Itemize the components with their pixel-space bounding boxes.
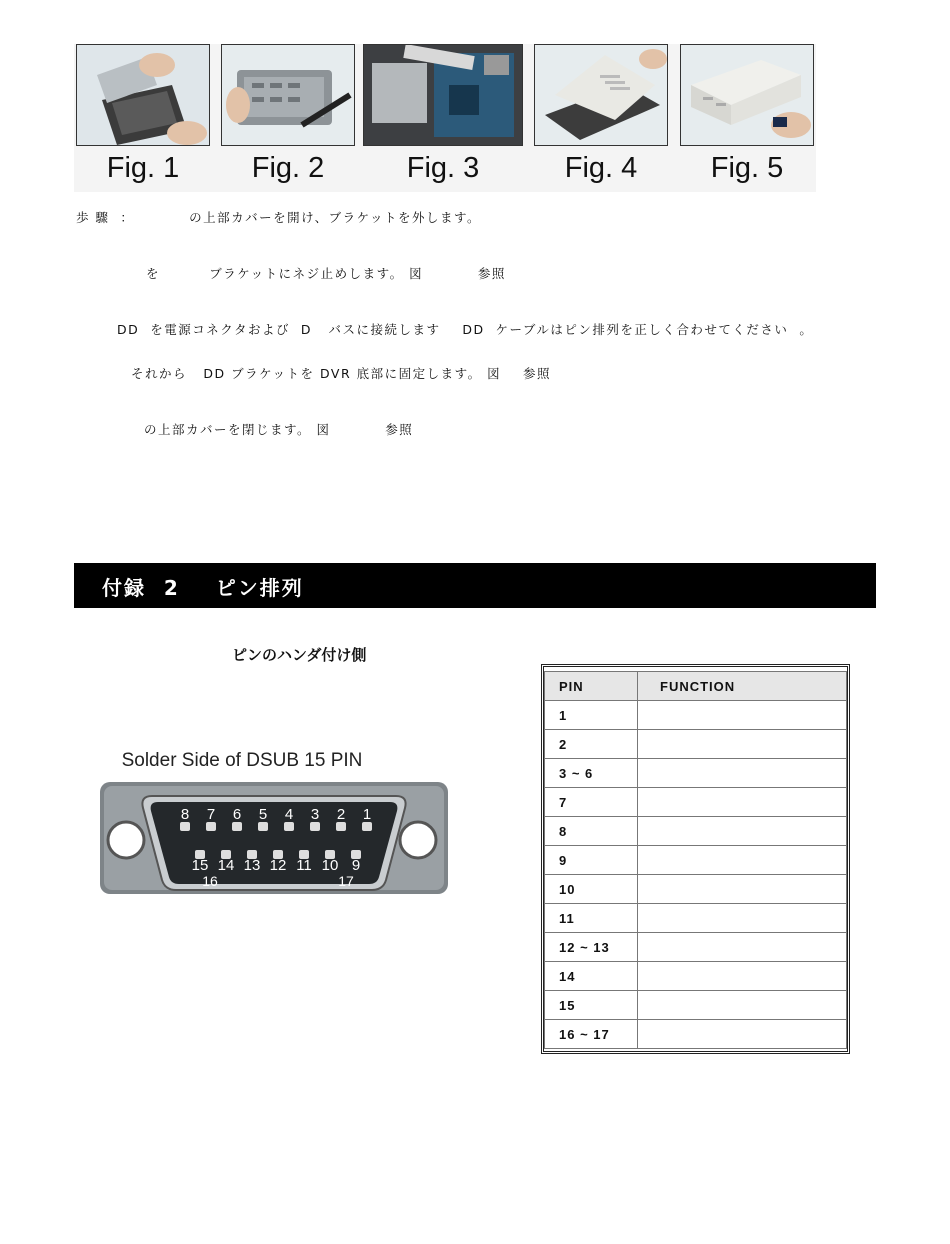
pin-label: 7 — [206, 806, 216, 823]
table-row — [545, 730, 847, 759]
table-row — [545, 991, 847, 1020]
pin-cell: 14 — [545, 962, 638, 991]
figure-2-caption: Fig. 2 — [251, 152, 325, 184]
pin-function-table — [541, 664, 850, 1054]
function-cell — [638, 875, 847, 904]
step-2-text: を ブラケットにネジ止めします。 図 参照 — [146, 266, 506, 281]
figure-2-photo — [221, 44, 355, 146]
table-row — [545, 817, 847, 846]
pin-label: 10 — [321, 857, 339, 874]
pin-cell: 9 — [545, 846, 638, 875]
dsub-connector-figure — [96, 740, 456, 900]
function-cell — [638, 788, 847, 817]
pin-cell: 15 — [545, 991, 638, 1020]
pin-header: PIN — [545, 672, 638, 701]
pin-cell: 3 ~ 6 — [545, 759, 638, 788]
function-cell — [638, 759, 847, 788]
figure-1-caption: Fig. 1 — [106, 152, 180, 184]
step-1-text: 歩 驟 ： の上部カバーを開け、ブラケットを外します。 — [76, 210, 482, 225]
function-cell — [638, 817, 847, 846]
figure-1-photo — [76, 44, 210, 146]
table-row — [545, 846, 847, 875]
pin-label: 9 — [351, 857, 361, 874]
function-cell — [638, 730, 847, 759]
pin-label: 14 — [217, 857, 235, 874]
pin-cell: 7 — [545, 788, 638, 817]
pin-cell: 8 — [545, 817, 638, 846]
table-row — [545, 933, 847, 962]
pin-label: 17 — [338, 873, 354, 889]
function-header: FUNCTION — [638, 672, 847, 701]
step-3-text: DD を電源コネクタおよび D バスに接続します DD ケーブルはピン排列を正しく合わせてください 。 — [117, 322, 814, 337]
pin-label: 11 — [296, 857, 312, 874]
figure-4-photo — [534, 44, 668, 146]
figure-4-caption: Fig. 4 — [564, 152, 638, 184]
pin-label: 6 — [232, 806, 242, 823]
pin-label: 13 — [243, 857, 261, 874]
pin-label: 8 — [180, 806, 190, 823]
function-cell — [638, 846, 847, 875]
table-row — [545, 904, 847, 933]
pin-label: 3 — [310, 806, 320, 823]
table-row — [545, 759, 847, 788]
table-row — [545, 788, 847, 817]
table-row — [545, 701, 847, 730]
figure-5-photo — [680, 44, 814, 146]
solder-side-title: ピンのハンダ付け側 — [232, 646, 367, 664]
pin-cell: 16 ~ 17 — [545, 1020, 638, 1049]
appendix-section-bar — [74, 563, 876, 608]
figure-5-caption: Fig. 5 — [710, 152, 784, 184]
pin-label: 15 — [191, 857, 209, 874]
table-row — [545, 1020, 847, 1049]
pin-cell: 1 — [545, 701, 638, 730]
figure-3-photo — [363, 44, 523, 146]
figure-strip — [74, 44, 816, 192]
function-cell — [638, 701, 847, 730]
pin-label: 4 — [284, 806, 294, 823]
pin-cell: 10 — [545, 875, 638, 904]
table-row — [545, 962, 847, 991]
pin-cell: 11 — [545, 904, 638, 933]
function-cell — [638, 962, 847, 991]
connector-label: Solder Side of DSUB 15 PIN — [121, 750, 363, 771]
function-cell — [638, 1020, 847, 1049]
pin-label: 12 — [269, 857, 287, 874]
pin-label: 1 — [362, 806, 372, 823]
figure-3-caption: Fig. 3 — [406, 152, 480, 184]
step-5-text: の上部カバーを閉じます。 図 参照 — [144, 422, 414, 437]
pin-cell: 12 ~ 13 — [545, 933, 638, 962]
step-4-text: それから DD ブラケットを DVR 底部に固定します。 図 参照 — [131, 366, 551, 381]
pin-label: 16 — [202, 873, 218, 889]
function-cell — [638, 991, 847, 1020]
section-title: 付録 2 ピン排列 — [102, 576, 304, 600]
function-cell — [638, 904, 847, 933]
pin-label: 2 — [336, 806, 346, 823]
pin-cell: 2 — [545, 730, 638, 759]
function-cell — [638, 933, 847, 962]
pin-label: 5 — [258, 806, 268, 823]
table-row — [545, 875, 847, 904]
